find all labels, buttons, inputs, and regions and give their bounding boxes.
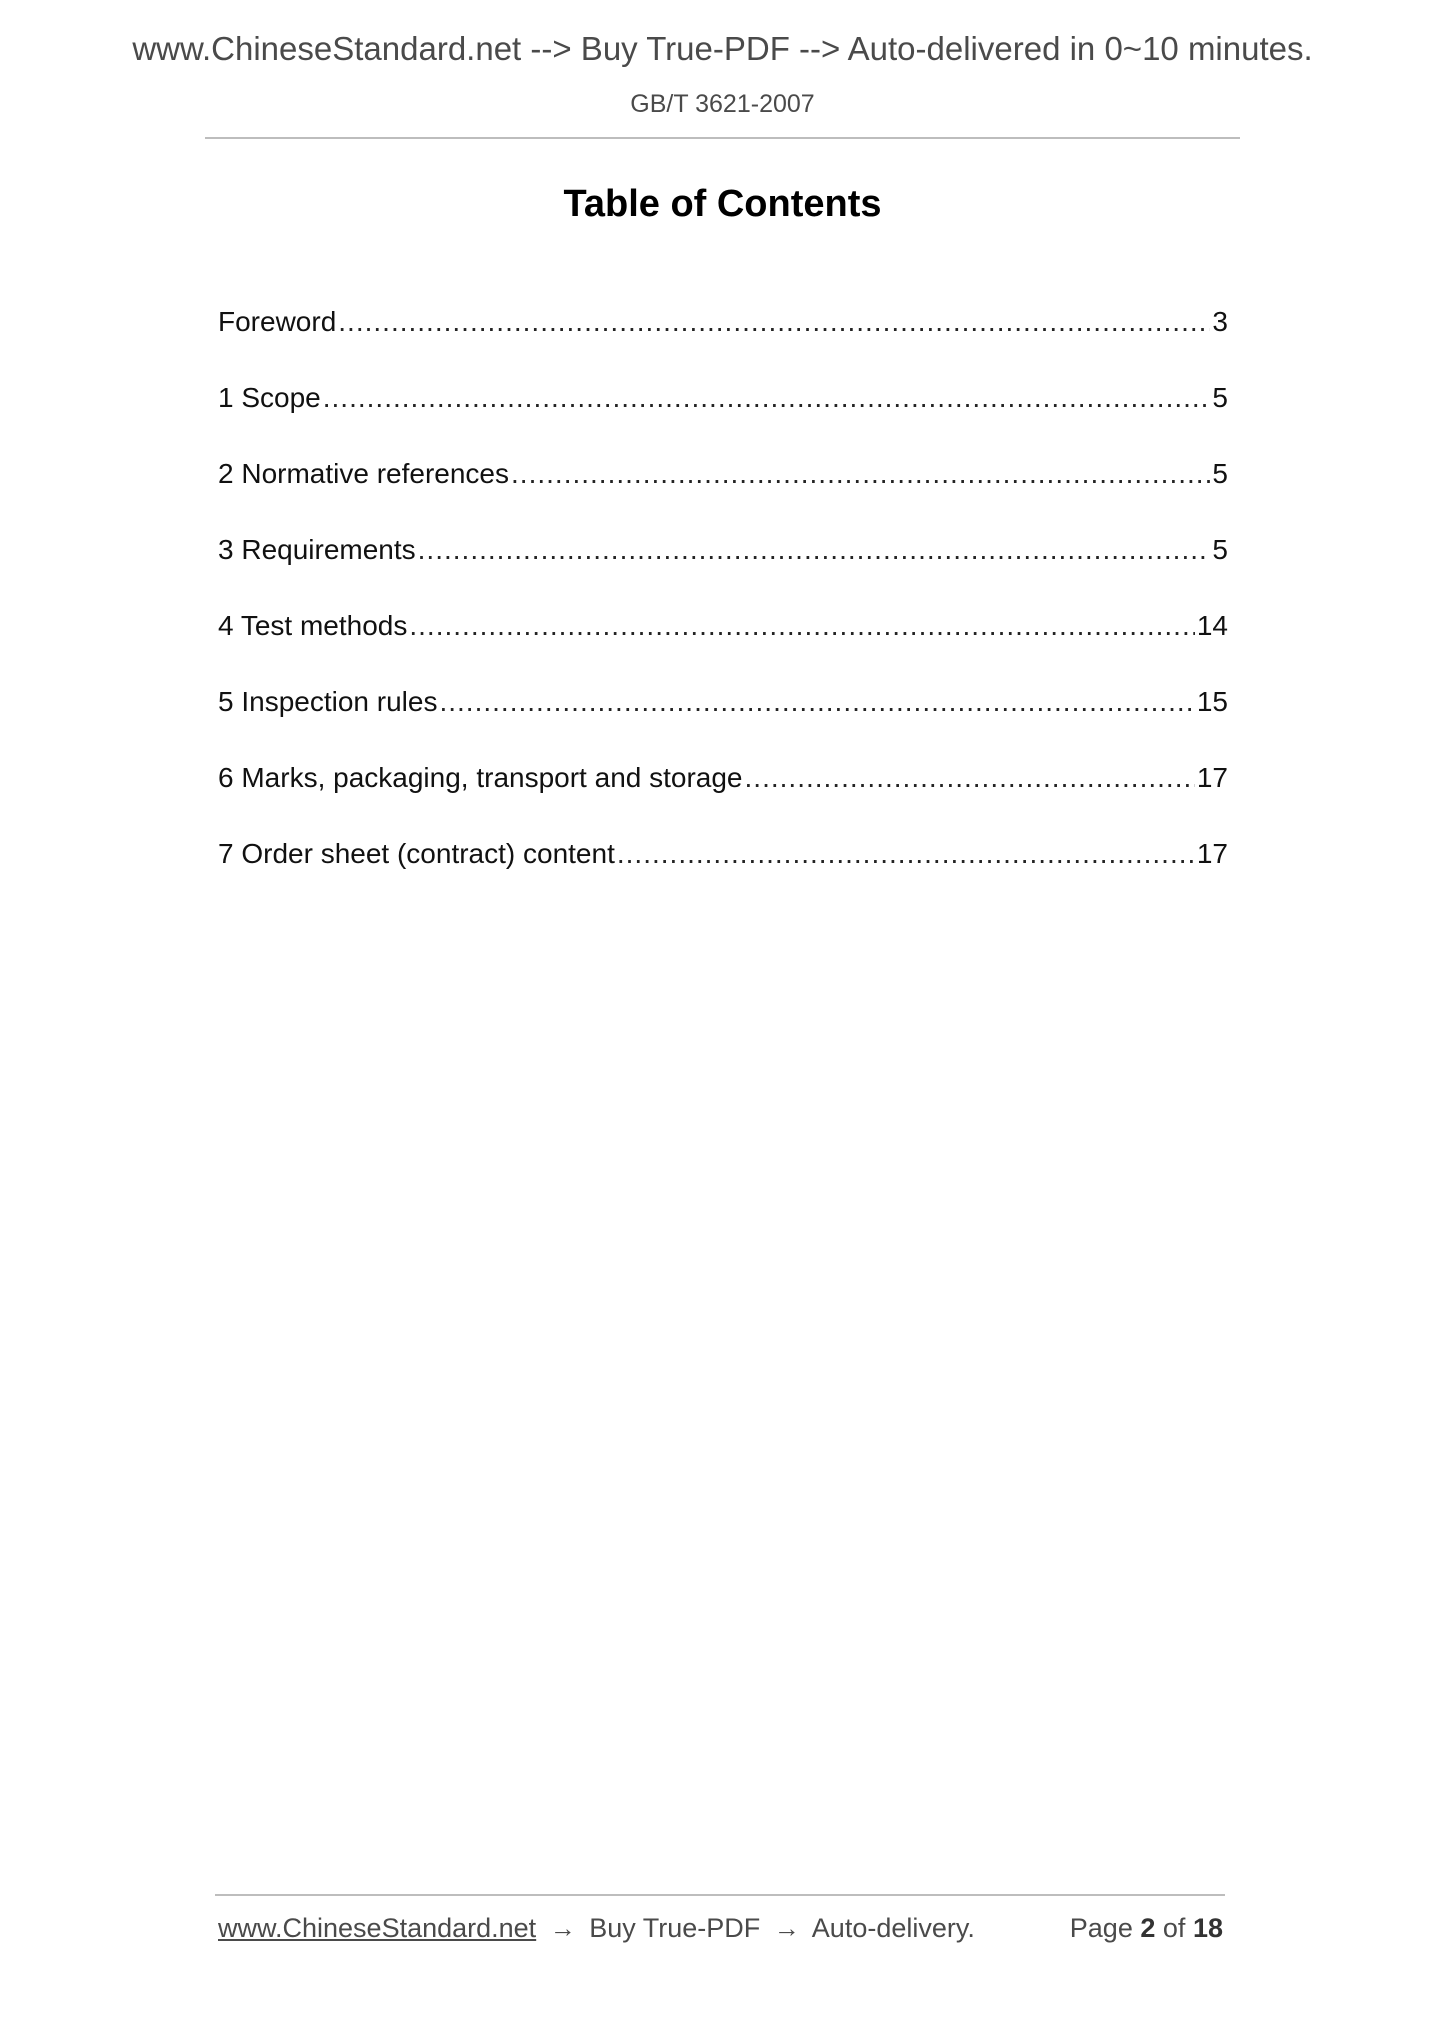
toc-entry-marks-packaging[interactable] [218,758,1228,834]
document-code: GB/T 3621-2007 [630,90,815,118]
toc-dot-leader [409,606,1194,646]
toc-dot-leader [323,378,1211,418]
of-word: of [1162,1913,1186,1943]
total-pages: 18 [1192,1913,1223,1943]
toc-dot-leader [338,302,1210,342]
toc-title: Table of Contents [563,183,882,225]
toc-entry-inspection-rules[interactable] [218,682,1228,758]
toc-entry-foreword[interactable] [218,302,1228,378]
page-banner: www.ChineseStandard.net --> Buy True-PDF --> Auto-delivered in 0~10 minutes. [132,30,1313,67]
footer-promo [218,1913,975,1944]
toc-entry-page: 5 [1212,382,1228,413]
footer-divider [215,1894,1225,1896]
toc-dot-leader [745,758,1195,798]
toc-entry-label: Foreword [218,306,337,337]
toc-entry-page: 17 [1196,838,1228,869]
toc-entry-label: 3 Requirements [218,534,416,565]
footer-site-link[interactable]: www.ChineseStandard.net [218,1913,537,1943]
footer-delivery-text: Auto-delivery. [811,1913,975,1943]
toc-entry-scope[interactable] [218,378,1228,454]
toc-entry-page: 3 [1212,306,1228,337]
page-footer [218,1913,1223,1953]
toc-entry-label: 5 Inspection rules [218,686,438,717]
toc-entry-page: 5 [1212,458,1228,489]
toc-dot-leader [439,682,1194,722]
toc-dot-leader [511,454,1210,494]
page-number [1070,1913,1223,1944]
toc-entry-test-methods[interactable] [218,606,1228,682]
toc-entry-page: 5 [1212,534,1228,565]
right-arrow-icon: → [773,1913,800,1943]
current-page: 2 [1140,1913,1156,1943]
footer-buy-text: Buy True-PDF [589,1913,761,1943]
toc-dot-leader [418,530,1211,570]
toc-entry-order-sheet[interactable] [218,834,1228,910]
toc-entry-label: 7 Order sheet (contract) content [218,838,615,869]
header-divider [205,137,1240,139]
toc-entry-label: 2 Normative references [218,458,510,489]
right-arrow-icon: → [549,1913,576,1943]
toc-entry-requirements[interactable] [218,530,1228,606]
toc-entry-page: 14 [1196,610,1228,641]
toc-entry-normative-references[interactable] [218,454,1228,530]
toc-entry-label: 6 Marks, packaging, transport and storage [218,762,743,793]
toc-entry-label: 1 Scope [218,382,321,413]
page-word: Page [1069,1913,1133,1943]
toc-dot-leader [617,834,1195,874]
toc-list [218,302,1228,910]
toc-entry-page: 15 [1196,686,1228,717]
toc-entry-label: 4 Test methods [218,610,408,641]
toc-entry-page: 17 [1196,762,1228,793]
